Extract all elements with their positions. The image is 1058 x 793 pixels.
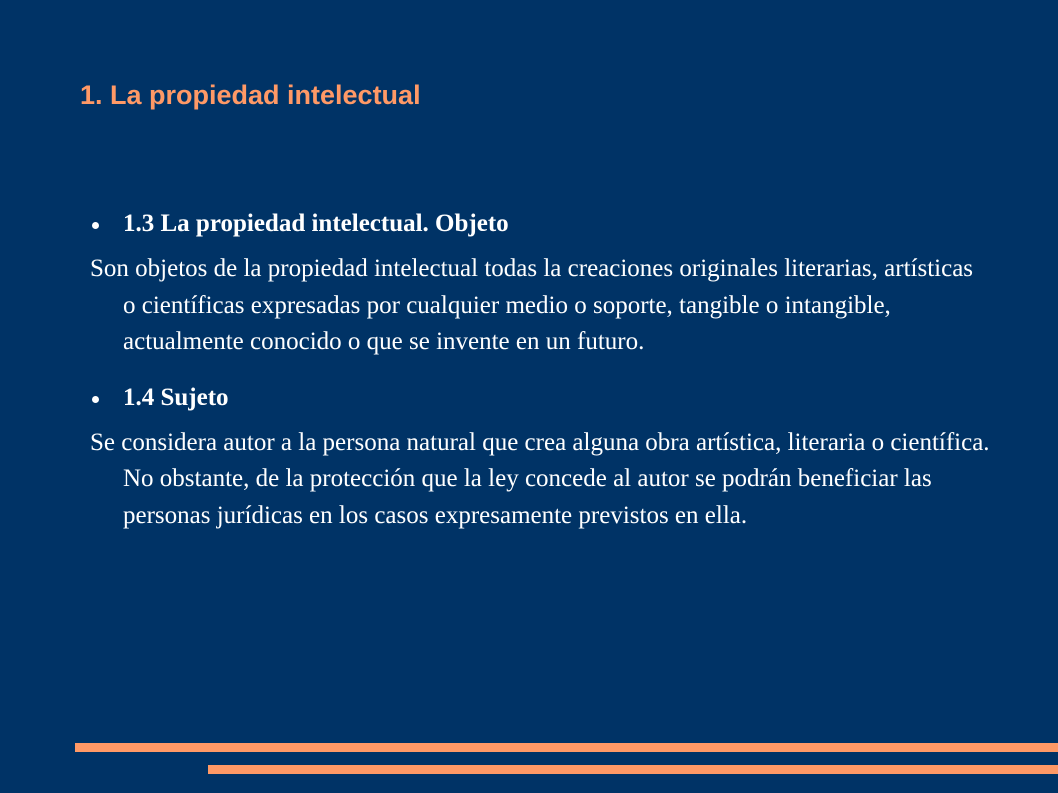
paragraph-sujeto: Se considera autor a la persona natural que crea alguna obra artística, literaria o científica. No obstante, de la protección que la ley concede al autor se podrán beneficiar las personas jurídicas en los casos expresamente previstos en ella. [90,428,990,529]
decorative-bar-top [75,743,1058,752]
slide-content [90,207,990,534]
paragraph-objeto: Son objetos de la propiedad intelectual todas la creaciones originales literarias, artísticas o científicas expresadas por cualquier medio o soporte, tangible o intangible, actualmente conocido o que se invente en un futuro. [90,255,974,355]
bullet-item-sujeto [90,381,990,415]
bullet-dot-icon [92,396,99,403]
bullet-heading-objeto: 1.3 La propiedad intelectual. Objeto [123,210,509,237]
bullet-heading-sujeto: 1.4 Sujeto [123,383,229,411]
bullet-dot-icon [92,222,99,229]
slide-title: 1. La propiedad intelectual [80,80,421,110]
bullet-item-objeto [90,207,990,241]
decorative-bar-bottom [208,765,1058,774]
